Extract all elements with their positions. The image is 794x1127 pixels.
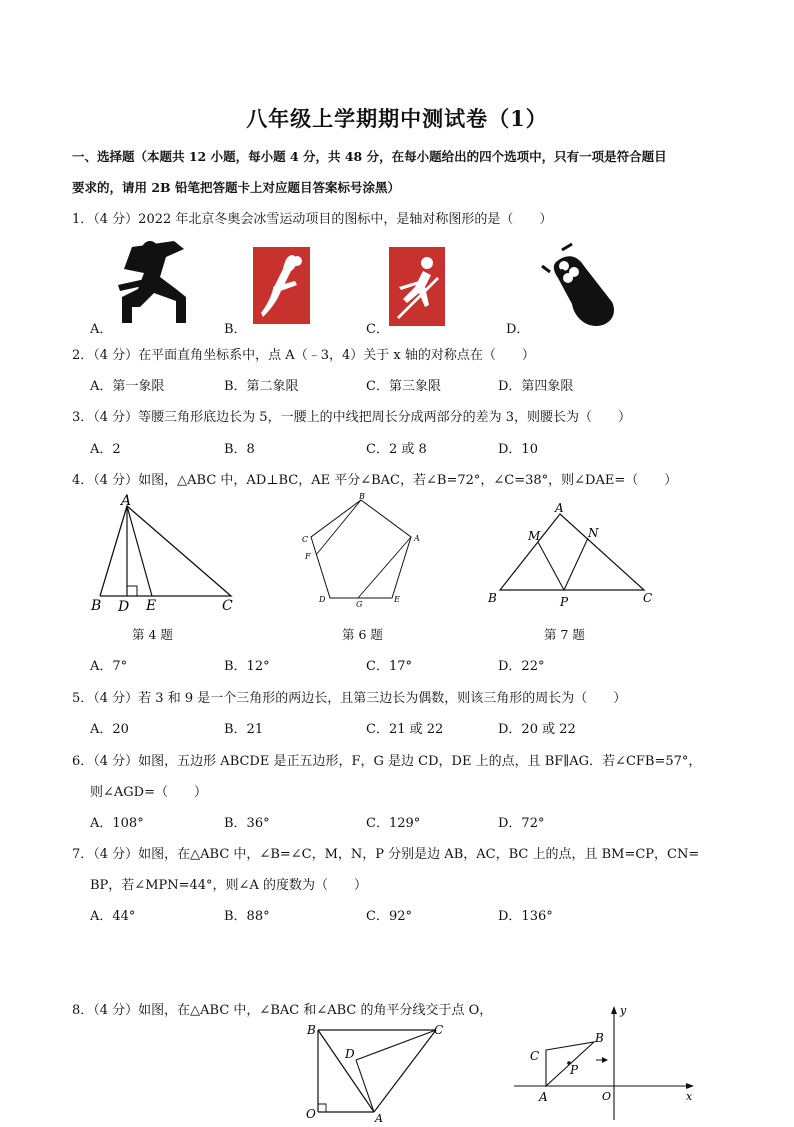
section-heading-line1: 一、选择题（本题共 12 小题，每小题 4 分，共 48 分，在每小题给出的四个选项中，只有一项是符合题目: [72, 149, 667, 164]
fig8b-label-b: B: [595, 1031, 604, 1045]
fig8a-label-a: A: [375, 1112, 383, 1123]
fig6-label-b: B: [359, 492, 365, 501]
q1-option-c[interactable]: C．: [366, 322, 389, 337]
question-7-cont: BP，若∠MPN=44°，则∠A 的度数为（ ）: [90, 878, 367, 893]
question-8: 8．（4 分）如图，在△ABC 中，∠BAC 和∠ABC 的角平分线交于点 O，: [72, 1003, 493, 1018]
caption-q4: 第 4 题: [132, 627, 173, 642]
q5-option-c[interactable]: C．21 或 22: [366, 722, 444, 737]
fig4-label-d: D: [118, 599, 130, 615]
fig8b-label-x: x: [686, 1090, 693, 1103]
q5-option-b[interactable]: B．21: [224, 722, 264, 737]
fig8b-label-c: C: [530, 1049, 540, 1063]
fig6-label-g: G: [356, 600, 363, 608]
figure-q7-triangle: [484, 498, 656, 610]
fig8a-label-b: B: [307, 1023, 316, 1037]
fig4-label-a: A: [121, 494, 132, 509]
fig7-label-p: P: [560, 595, 569, 609]
fig8b-label-p: P: [570, 1063, 579, 1077]
fig7-label-c: C: [643, 591, 653, 605]
fig6-label-d: D: [319, 595, 326, 604]
skiing-jump-icon: [114, 237, 192, 329]
figure-q6-pentagon: [296, 490, 430, 608]
fig7-label-b: B: [488, 591, 497, 605]
question-2: 2．（4 分）在平面直角坐标系中，点 A（﹣3，4）关于 x 轴的对称点在（ ）: [72, 348, 535, 363]
q4-option-c[interactable]: C．17°: [366, 659, 412, 674]
q1-option-b[interactable]: B．: [224, 322, 247, 337]
q7-option-c[interactable]: C．92°: [366, 909, 412, 924]
question-3: 3．（4 分）等腰三角形底边长为 5，一腰上的中线把周长分成两部分的差为 3，则腰长为（ ）: [72, 410, 631, 425]
q6-option-d[interactable]: D．72°: [498, 816, 545, 831]
q3-option-b[interactable]: B．8: [224, 442, 255, 457]
question-6: 6．（4 分）如图，五边形 ABCDE 是正五边形，F，G 是边 CD，DE 上的点，且 BF∥AG．若∠CFB=57°，: [72, 754, 702, 769]
biathlon-icon: [389, 247, 445, 326]
figure-q8-left: [300, 1020, 450, 1123]
question-7: 7．（4 分）如图，在△ABC 中，∠B=∠C，M，N，P 分别是边 AB，AC，BC 上的点，且 BM=CP，CN=: [72, 847, 700, 862]
q3-option-d[interactable]: D．10: [498, 442, 538, 457]
q1-option-d[interactable]: D．: [506, 322, 530, 337]
figure-q4-triangle: [86, 494, 246, 616]
question-4: 4．（4 分）如图，△ABC 中，AD⊥BC，AE 平分∠BAC，若∠B=72°，∠C=38°，则∠DAE=（ ）: [72, 473, 678, 488]
q4-option-b[interactable]: B．12°: [224, 659, 270, 674]
figure-q8-right: [510, 1000, 700, 1123]
q7-option-a[interactable]: A．44°: [90, 909, 136, 924]
fig6-label-e: E: [394, 595, 400, 604]
fig6-label-a: A: [414, 534, 420, 543]
q3-option-c[interactable]: C．2 或 8: [366, 442, 427, 457]
fig6-label-c: C: [302, 535, 309, 544]
q5-option-d[interactable]: D．20 或 22: [498, 722, 576, 737]
q6-option-c[interactable]: C．129°: [366, 816, 421, 831]
q3-option-a[interactable]: A．2: [90, 442, 121, 457]
bobsleigh-icon: [534, 242, 620, 330]
caption-q7: 第 7 题: [544, 627, 585, 642]
fig7-label-m: M: [528, 529, 541, 543]
fig8b-label-y: y: [620, 1004, 627, 1017]
q2-option-d[interactable]: D．第四象限: [498, 379, 574, 394]
fig6-label-f: F: [305, 552, 311, 561]
q6-option-a[interactable]: A．108°: [90, 816, 144, 831]
caption-q6: 第 6 题: [342, 627, 383, 642]
fig8a-label-d: D: [345, 1047, 355, 1061]
question-6-cont: 则∠AGD=（ ）: [90, 785, 207, 800]
q7-option-d[interactable]: D．136°: [498, 909, 553, 924]
fig7-label-a: A: [555, 501, 564, 515]
q4-option-d[interactable]: D．22°: [498, 659, 545, 674]
q2-option-a[interactable]: A．第一象限: [90, 379, 165, 394]
fig7-label-n: N: [588, 526, 599, 540]
q7-option-b[interactable]: B．88°: [224, 909, 270, 924]
speed-skating-icon: [253, 247, 310, 324]
q2-option-c[interactable]: C．第三象限: [366, 379, 441, 394]
fig4-label-e: E: [146, 598, 157, 614]
fig4-label-c: C: [222, 598, 233, 614]
q4-option-a[interactable]: A．7°: [90, 659, 128, 674]
question-5: 5．（4 分）若 3 和 9 是一个三角形的两边长，且第三边长为偶数，则该三角形的周长为（ ）: [72, 691, 627, 706]
fig8a-label-c: C: [434, 1023, 444, 1037]
q6-option-b[interactable]: B．36°: [224, 816, 270, 831]
fig8b-label-a: A: [539, 1090, 548, 1104]
page-title: 八年级上学期期中测试卷（1）: [246, 106, 548, 131]
q5-option-a[interactable]: A．20: [90, 722, 129, 737]
q1-option-a[interactable]: A．: [90, 322, 113, 337]
question-1: 1．（4 分）2022 年北京冬奥会冰雪运动项目的图标中，是轴对称图形的是（ ）: [72, 212, 553, 227]
section-heading-line2: 要求的，请用 2B 铅笔把答题卡上对应题目答案标号涂黑）: [72, 180, 400, 195]
fig8b-label-o: O: [602, 1090, 612, 1103]
fig8a-label-o: O: [306, 1107, 316, 1121]
q2-option-b[interactable]: B．第二象限: [224, 379, 299, 394]
fig4-label-b: B: [91, 598, 102, 614]
